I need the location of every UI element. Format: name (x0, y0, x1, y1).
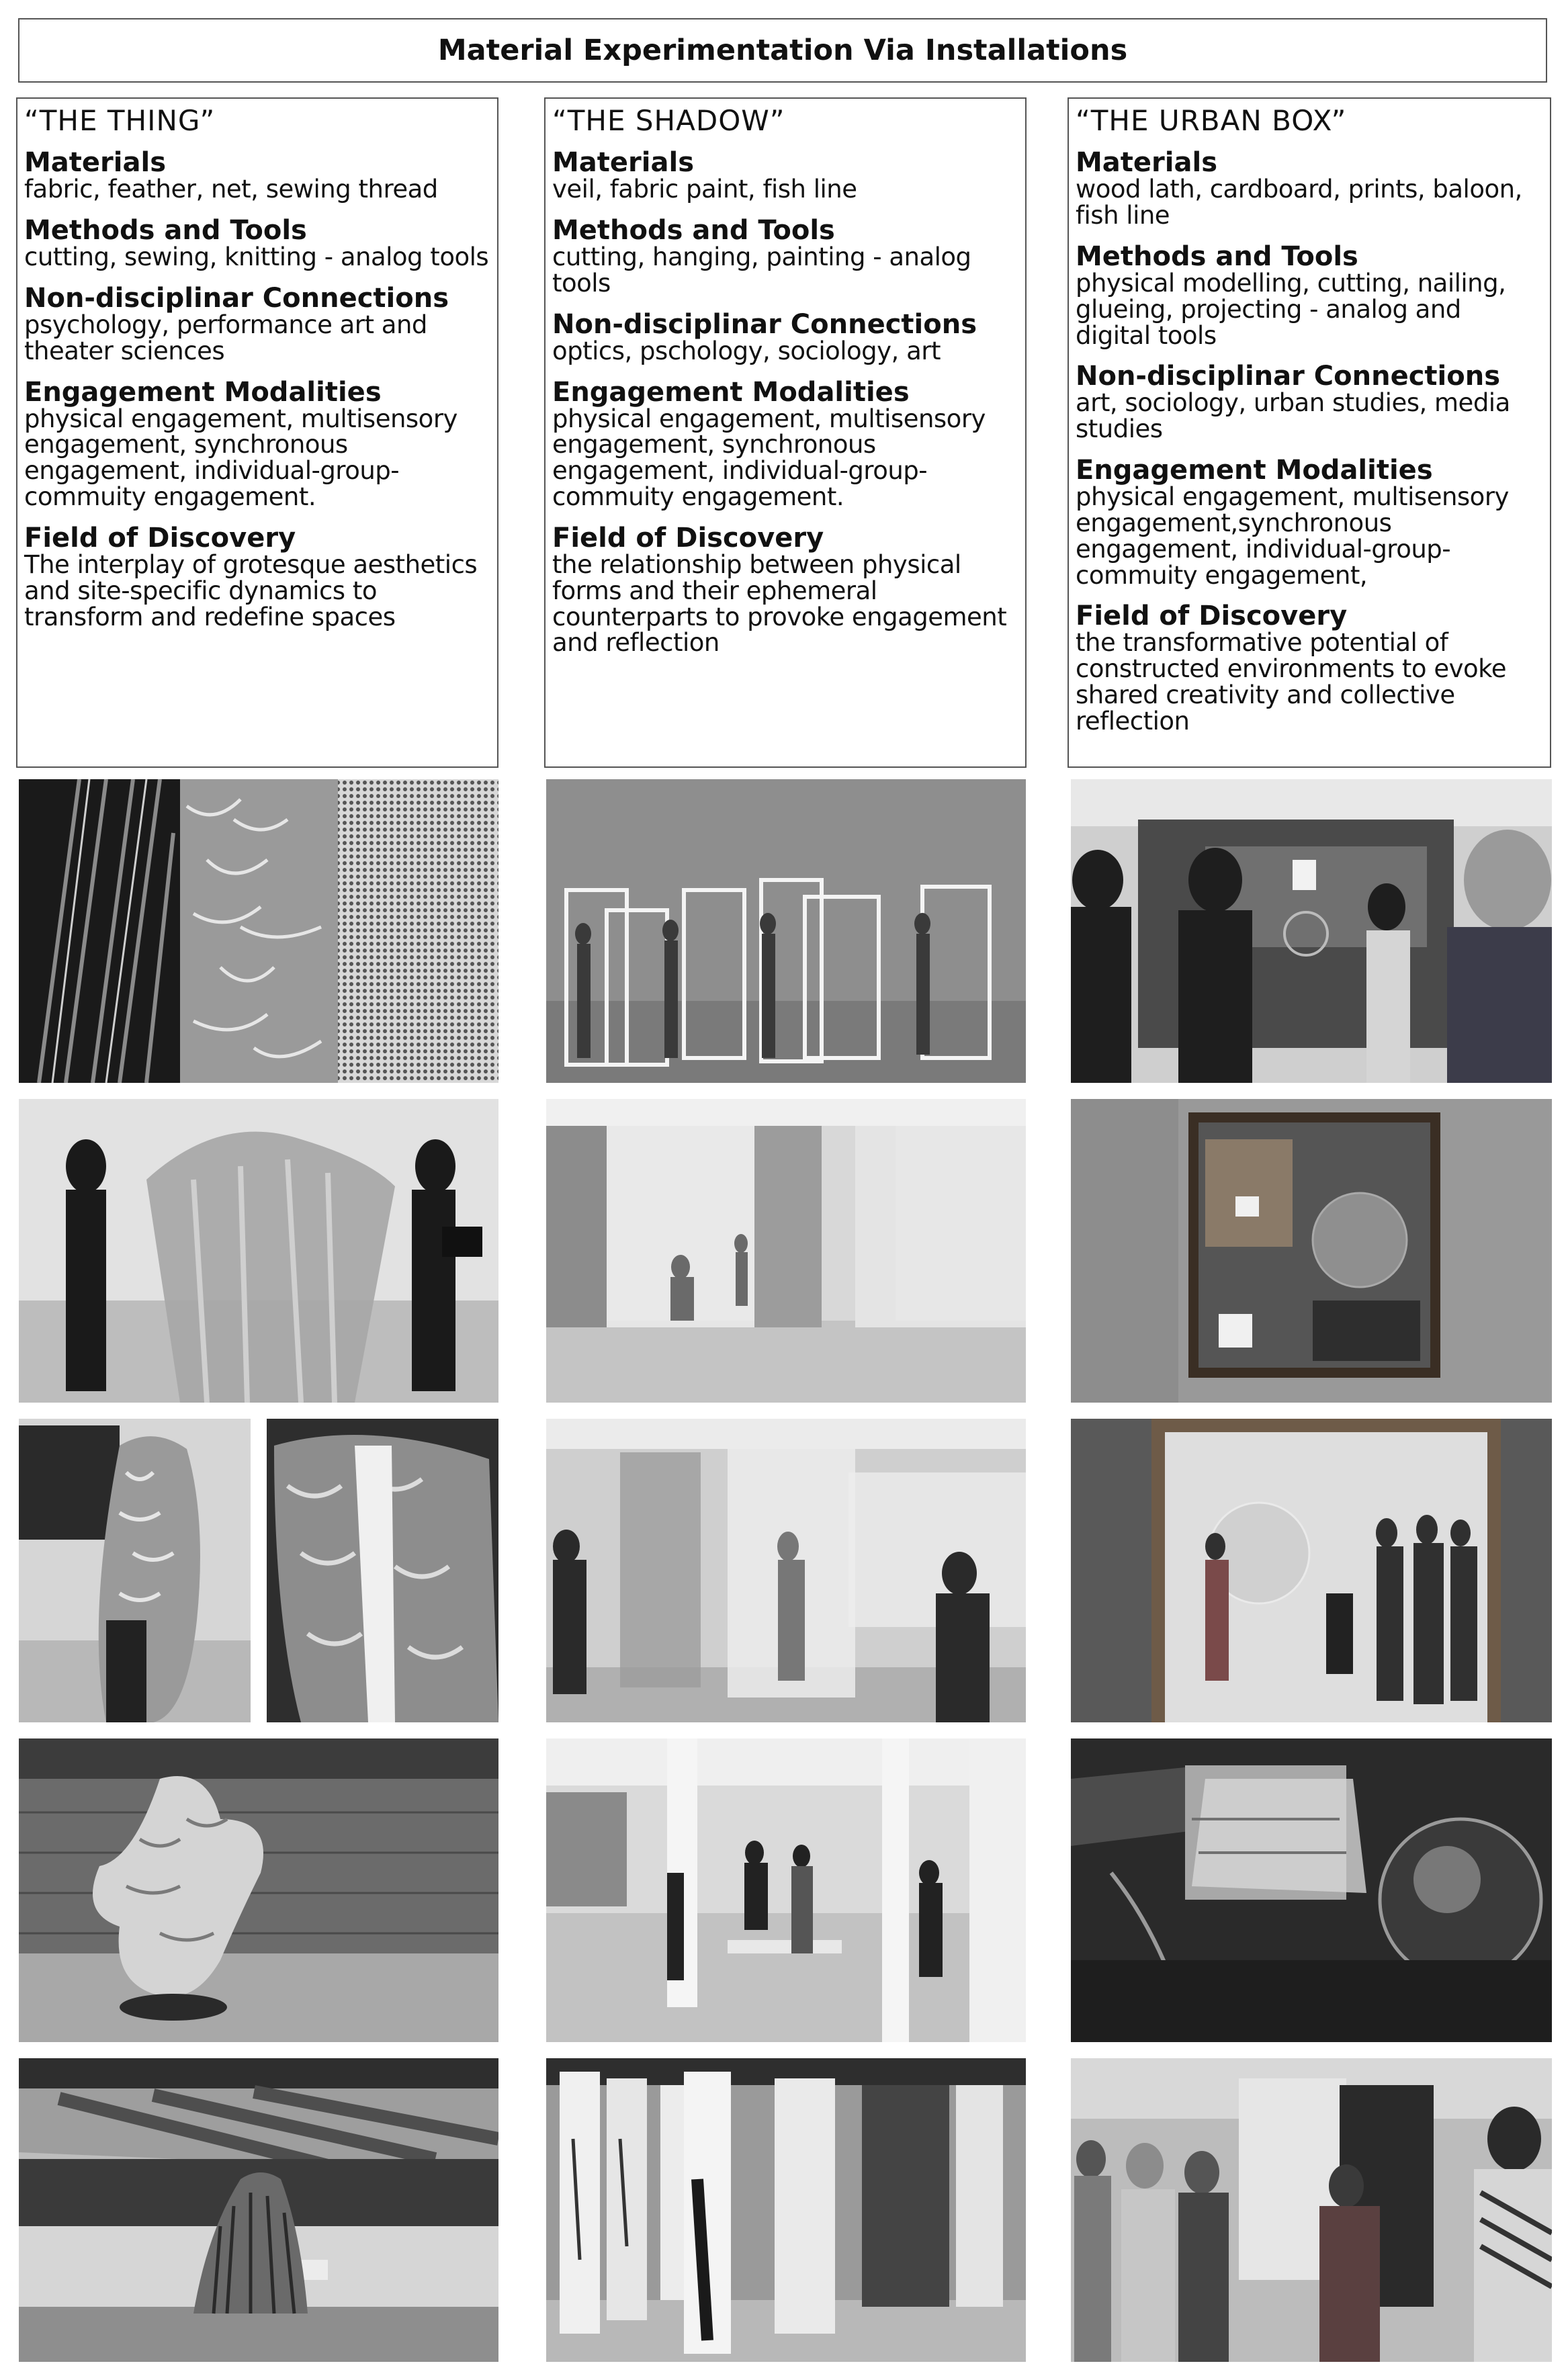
materials-section (24, 148, 490, 203)
connections-heading: Non-disciplinar Connections (552, 308, 977, 340)
installation-name: “THE URBAN BOX” (1076, 104, 1347, 137)
installation-card-the-urban-box (1068, 97, 1551, 768)
engagement-section (1076, 456, 1543, 588)
photo-grass-figure (19, 2058, 498, 2362)
connections-heading: Non-disciplinar Connections (24, 282, 449, 314)
materials-heading: Materials (24, 147, 166, 179)
page-title-box (18, 18, 1547, 83)
methods-heading: Methods and Tools (552, 215, 835, 247)
methods-heading: Methods and Tools (24, 215, 307, 247)
discovery-text: The interplay of grotesque aesthetics and site-specific dynamics to transform and redefine spaces (24, 549, 478, 631)
materials-heading: Materials (552, 147, 694, 179)
methods-section (552, 216, 1018, 297)
methods-text: cutting, hanging, painting - analog tools (552, 243, 971, 298)
connections-section (24, 284, 490, 365)
photo-feather-costume (19, 1419, 498, 1722)
materials-text: fabric, feather, net, sewing thread (24, 175, 438, 204)
methods-heading: Methods and Tools (1076, 240, 1358, 272)
methods-text: cutting, sewing, knitting - analog tools (24, 243, 489, 272)
photo-material-textures (19, 779, 498, 1083)
installation-name: “THE THING” (24, 104, 216, 137)
discovery-section (24, 524, 490, 631)
engagement-section (24, 378, 490, 511)
photo-veil-hall (546, 1738, 1026, 2042)
connections-text: psychology, performance art and theater sciences (24, 310, 427, 365)
methods-section (24, 216, 490, 271)
methods-text: physical modelling, cutting, nailing, glueing, projecting - analog and digital tools (1076, 268, 1506, 350)
discovery-heading: Field of Discovery (552, 522, 824, 554)
engagement-heading: Engagement Modalities (24, 376, 382, 408)
engagement-text: physical engagement, multisensory engagement, synchronous engagement, individual-group-commuity engagement. (552, 404, 986, 512)
discovery-section (552, 524, 1018, 656)
connections-heading: Non-disciplinar Connections (1076, 361, 1501, 392)
installation-card-the-shadow (544, 97, 1027, 768)
discovery-text: the relationship between physical forms and their ephemeral counterparts to provoke engagement and reflection (552, 549, 1007, 658)
discovery-heading: Field of Discovery (1076, 601, 1348, 632)
materials-text: wood lath, cardboard, prints, baloon, fish line (1076, 175, 1522, 230)
photo-hanging-veils (546, 1419, 1026, 1722)
page-title: Material Experimentation Via Installations (437, 34, 1128, 67)
materials-section (552, 148, 1018, 203)
connections-section (552, 310, 1018, 365)
connections-text: optics, pschology, sociology, art (552, 336, 941, 365)
materials-section (1076, 148, 1543, 229)
photo-box-doorway (1071, 1419, 1552, 1722)
engagement-section (552, 378, 1018, 511)
engagement-text: physical engagement, multisensory engagement, synchronous engagement, individual-group-commuity engagement. (24, 404, 458, 512)
photo-visitors-box (1071, 2058, 1552, 2362)
installation-name: “THE SHADOW” (552, 104, 785, 137)
photo-veil-columns (546, 2058, 1026, 2362)
photo-shadow-frames (546, 779, 1026, 1083)
engagement-heading: Engagement Modalities (552, 376, 910, 408)
photo-veil-room (546, 1099, 1026, 1403)
methods-section (1076, 240, 1543, 350)
photo-veil-drape (19, 1099, 498, 1403)
installation-card-the-thing (16, 97, 498, 768)
photo-glass-reflection (1071, 1738, 1552, 2042)
discovery-section (1076, 602, 1543, 734)
discovery-heading: Field of Discovery (24, 522, 296, 554)
photo-costume-garden (19, 1738, 498, 2042)
discovery-text: the transformative potential of constructed environments to evoke shared creativity and collective reflection (1076, 628, 1506, 736)
connections-section (1076, 362, 1543, 443)
materials-heading: Materials (1076, 147, 1217, 179)
photo-box-window (1071, 1099, 1552, 1403)
photo-group-balloon (1071, 779, 1552, 1083)
materials-text: veil, fabric paint, fish line (552, 175, 857, 204)
connections-text: art, sociology, urban studies, media studies (1076, 388, 1510, 444)
engagement-heading: Engagement Modalities (1076, 455, 1433, 486)
engagement-text: physical engagement, multisensory engagement,synchronous engagement, individual-group-commuity engagement, (1076, 482, 1509, 590)
